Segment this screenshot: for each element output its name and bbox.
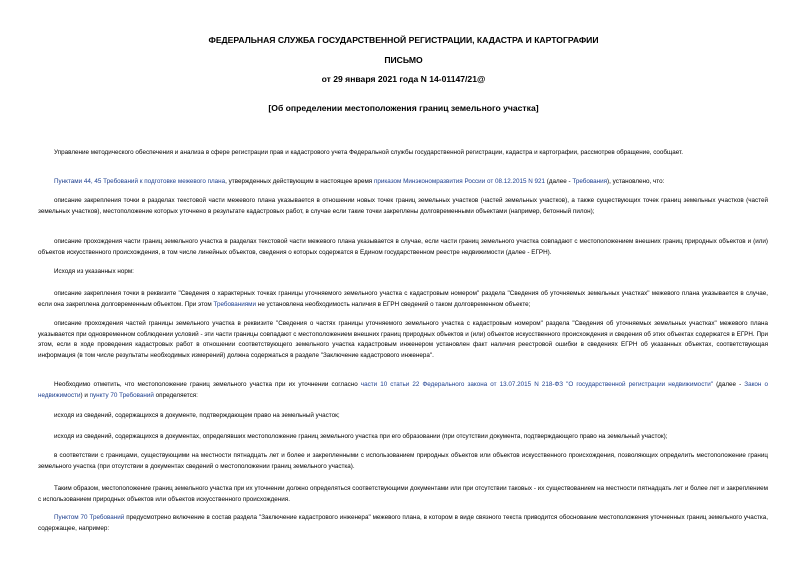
paragraph-5: Исходя из указанных норм: bbox=[54, 268, 134, 275]
agency-title: ФЕДЕРАЛЬНАЯ СЛУЖБА ГОСУДАРСТВЕННОЙ РЕГИСТРАЦИИ, КАДАСТРА И КАРТОГРАФИИ bbox=[208, 35, 599, 45]
paragraph-10: исходя из сведений, содержащихся в документах, определявших местоположение границ земельного участка при его образовании (при отсутствии документа, подтверждающего право на земельный участок); bbox=[54, 433, 668, 440]
document-date-number: от 29 января 2021 года N 14-01147/21@ bbox=[321, 74, 486, 84]
paragraph-13: Пунктом 70 Требований предусмотрено включение в состав раздела "Заключение кадастрового инженера" межевого плана, в котором в виде связного текста приводится обоснование местоположения уточненных границ земельного участка, содержащее, например: bbox=[38, 514, 768, 532]
link-order-921[interactable]: приказом Минэкономразвития России от 08.12.2015 N 921 bbox=[373, 178, 546, 185]
document-subject: [Об определении местоположения границ земельного участка] bbox=[268, 103, 539, 113]
paragraph-12: Таким образом, местоположение границ земельного участка при их уточнении должно определяться соответствующими документами или при отсутствии таковых - их существованием на местности пятнадцать лет и более лет и закреплением с использованием природных объектов или объектов искусственного происхождения. bbox=[38, 485, 768, 503]
paragraph-3: описание закрепления точки в разделах текстовой части межевого плана указывается в отношении новых точек границ земельных участков (частей земельных участков), а также существующих точек границ земельных участков (частей земельных участков), местоположение которых уточнено в результате кадастровых работ, в случае если такие точки закреплены долговременными объектами (например, бетонный пилон); bbox=[38, 197, 768, 215]
link-real-estate-law[interactable]: Закон о недвижимости bbox=[38, 381, 768, 399]
paragraph-4: описание прохождения части границ земельного участка в разделах текстовой части межевого плана указывается в случае, если части границ земельного участка совпадают с местоположением внешних границ природных объектов и (или) объектов искусственного происхождения, в том числе линейных объектов, сведения о которых содержатся в Едином государственном реестре недвижимости (далее - ЕГРН). bbox=[38, 238, 768, 256]
paragraph-9: исходя из сведений, содержащихся в документе, подтверждающем право на земельный участок; bbox=[54, 412, 340, 419]
link-requirements[interactable]: Требования bbox=[572, 178, 608, 185]
paragraph-11: в соответствии с границами, существующими на местности пятнадцать лет и более и закрепленными с использованием природных объектов или объектов искусственного происхождения, позволяющих определить местоположение границ земельного участка (при отсутствии в документах сведений о местоположении границ земельного участка). bbox=[38, 452, 768, 470]
document-type: ПИСЬМО bbox=[384, 55, 423, 65]
paragraph-7: описание прохождения частей границы земельного участка в реквизите "Сведения о частях границы уточняемого земельного участка с кадастровым номером" раздела "Сведения об уточняемых земельных участках" межевого плана указывается при одновременном соблюдении условий - эти части границы совпадают с местоположением внешних границ природных объектов и (или) объектов искусственного происхождения и сведения об этих объектах содержатся в ЕГРН. При этом, если в ходе проведения кадастровых работ в отношении соответствующего земельного участка кадастровым инженером установлен факт наличия реестровой ошибки в сведениях ЕГРН об указанных объектах, соответствующая информация (в том числе результаты необходимых измерений) должна содержаться в разделе "Заключение кадастрового инженера". bbox=[38, 320, 768, 359]
paragraph-2: Пунктами 44, 45 Требований к подготовке межевого плана, утвержденных действующим в настоящее время приказом Минэкономразвития России от 08.12.2015 N 921 (далее - Требования), установлено, что: bbox=[54, 178, 665, 185]
link-requirements-2[interactable]: Требованиями bbox=[213, 300, 257, 308]
paragraph-1: Управление методического обеспечения и анализа в сфере регистрации прав и кадастрового учета Федеральной службы государственной регистрации, кадастра и картографии, рассмотрев обращение, сообщает. bbox=[54, 149, 683, 156]
paragraph-8: Необходимо отметить, что местоположение границ земельного участка при их уточнении согласно части 10 статьи 22 Федерального закона от 13.07.2015 N 218-ФЗ "О государственной регистрации недвижимости" (далее - Закон о недвижимости) и пункту 70 Требований определяется: bbox=[38, 381, 768, 399]
paragraph-6: описание закрепления точки в реквизите "Сведения о характерных точках границы уточняемого земельного участка с кадастровым номером" раздела "Сведения об уточняемых земельных участках" межевого плана указывается в случае, если она закреплена долговременным объектом. При этом Требованиями не установлена необходимость наличия в ЕГРН сведений о таком долговременном объекте; bbox=[38, 290, 768, 308]
link-law-218fz[interactable]: части 10 статьи 22 Федерального закона от 13.07.2015 N 218-ФЗ "О государственной регистрации недвижимости" bbox=[360, 381, 713, 388]
link-requirements-44-45[interactable]: Пунктами 44, 45 Требований к подготовке межевого плана bbox=[54, 178, 226, 185]
link-requirements-70-2[interactable]: Пунктом 70 Требований bbox=[54, 514, 125, 521]
link-requirements-70[interactable]: пункту 70 Требований bbox=[89, 391, 154, 399]
